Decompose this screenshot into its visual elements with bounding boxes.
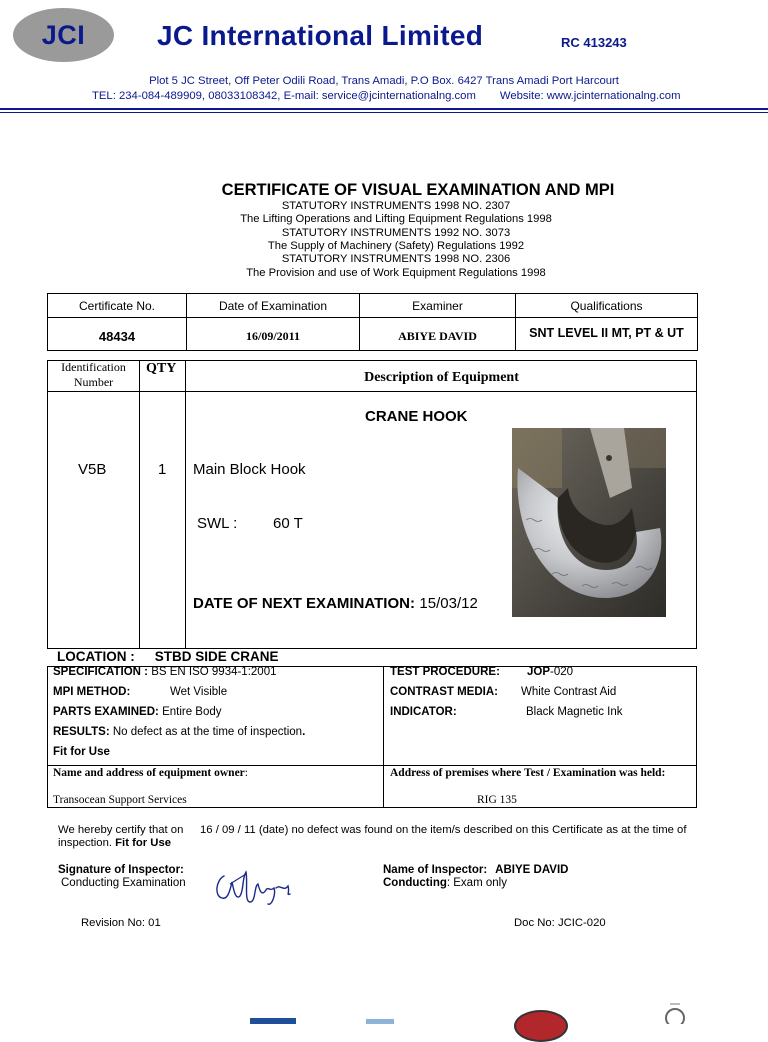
next-examination-date: 15/03/12 <box>419 595 478 612</box>
premises-value: RIG 135 <box>477 794 517 806</box>
identification-number-header: Identification Number <box>61 360 126 389</box>
premises-label: Address of premises where Test / Examination was held: <box>390 767 666 779</box>
examination-date: 16/09/2011 <box>187 318 360 351</box>
next-examination-label: DATE OF NEXT EXAMINATION: <box>193 595 415 612</box>
signature-label: Signature of Inspector: <box>58 864 184 876</box>
certificate-title: CERTIFICATE OF VISUAL EXAMINATION AND MPI <box>221 181 615 199</box>
specification-label: SPECIFICATION : <box>53 666 148 678</box>
certify-inspection: inspection. <box>58 837 113 849</box>
header-certificate-no: Certificate No. <box>48 294 187 318</box>
inspector-name-label: Name of Inspector: <box>383 864 488 876</box>
owner-label: Name and address of equipment owner <box>53 767 245 779</box>
test-procedure-code: JOP <box>527 666 551 678</box>
statute-line: STATUTORY INSTRUMENTS 1998 NO. 2306 <box>281 253 511 265</box>
mpi-method-label: MPI METHOD: <box>53 686 131 698</box>
header-qualifications: Qualifications <box>516 294 698 318</box>
test-procedure-label: TEST PROCEDURE: <box>390 666 500 678</box>
certification-logo <box>366 1019 394 1024</box>
statute-line: STATUTORY INSTRUMENTS 1992 NO. 3073 <box>281 227 511 239</box>
seal-logo <box>514 1010 568 1042</box>
certificate-info-table <box>47 293 698 351</box>
revision-number: Revision No: 01 <box>81 917 161 929</box>
equipment-id: V5B <box>78 461 107 478</box>
examiner-name: ABIYE DAVID <box>360 318 516 351</box>
column-divider <box>185 360 186 649</box>
website-link[interactable]: Website: www.jcinternationalng.com <box>499 90 681 102</box>
emblem-icon <box>662 1000 688 1024</box>
indicator <box>390 706 623 718</box>
company-name: JC International Limited <box>157 20 484 51</box>
owner-colon: : <box>244 767 248 779</box>
fit-for-use: Fit for Use <box>53 746 110 758</box>
swl-label: SWL : <box>197 515 238 532</box>
mpi-method <box>53 686 228 698</box>
conducting-value: : Exam only <box>446 877 507 889</box>
row-divider <box>47 391 697 392</box>
certify-statement: 16 / 09 / 11 (date) no defect was found on the item/s described on this Certificate as at the time of <box>200 824 687 836</box>
test-procedure <box>390 666 574 678</box>
inspector-name <box>383 864 568 876</box>
logo-text: JCI <box>41 19 86 50</box>
conducting <box>383 877 507 889</box>
accreditation-logo <box>250 1018 296 1024</box>
statute-line: The Supply of Machinery (Safety) Regulations 1992 <box>267 240 525 252</box>
equipment-type: CRANE HOOK <box>365 408 468 425</box>
results-value: No defect as at the time of inspection <box>112 726 303 738</box>
indicator-label: INDICATOR: <box>390 706 457 718</box>
certificate-number <box>48 318 187 351</box>
crane-hook-photo <box>512 428 666 617</box>
contrast-media <box>390 686 617 698</box>
owner-value: Transocean Support Services <box>53 794 187 806</box>
statute-line: The Provision and use of Work Equipment Regulations 1998 <box>246 267 546 279</box>
qualifications-value: SNT LEVEL II MT, PT & UT <box>516 318 698 351</box>
specification <box>53 666 277 678</box>
contrast-media-label: CONTRAST MEDIA: <box>390 686 498 698</box>
specification-value: BS EN ISO 9934-1:2001 <box>151 666 277 678</box>
indicator-value: Black Magnetic Ink <box>526 706 623 718</box>
crane-hook-image <box>512 428 666 617</box>
test-procedure-number: -020 <box>550 666 574 678</box>
qty-header: QTY <box>146 361 177 376</box>
row-divider <box>47 765 697 766</box>
equipment-name: Main Block Hook <box>193 461 306 478</box>
rc-number: RC 413243 <box>561 35 627 50</box>
emblem-logo <box>662 1000 688 1024</box>
certify-fit-for-use: Fit for Use <box>115 837 172 849</box>
document-number: Doc No: JCIC-020 <box>514 917 606 929</box>
certify-statement-end <box>58 837 171 849</box>
location <box>57 649 279 664</box>
conducting-label: Conducting <box>383 877 447 889</box>
contact-line: TEL: 234-084-489909, 08033108342, E-mail: service@jcinternationalng.com <box>92 90 476 102</box>
next-examination <box>193 595 478 613</box>
mpi-method-value: Wet Visible <box>170 686 228 698</box>
inspector-name-value: ABIYE DAVID <box>495 864 569 876</box>
location-label: LOCATION : <box>57 649 135 664</box>
inspector-signature <box>210 862 300 908</box>
certificate-number-value: 48434 <box>98 329 136 344</box>
signature-image <box>210 862 300 908</box>
equipment-qty: 1 <box>158 461 167 478</box>
results-label: RESULTS: <box>53 726 110 738</box>
header-examiner: Examiner <box>360 294 516 318</box>
contrast-media-value: White Contrast Aid <box>521 686 617 698</box>
parts-examined-value: Entire Body <box>162 706 222 718</box>
location-value: STBD SIDE CRANE <box>154 649 279 664</box>
company-address: Plot 5 JC Street, Off Peter Odili Road, Trans Amadi, P.O Box. 6427 Trans Amadi Port Harcourt <box>149 75 619 87</box>
signature-sub: Conducting Examination <box>61 877 186 889</box>
results <box>53 726 305 738</box>
results-period: . <box>302 726 306 738</box>
statute-line: STATUTORY INSTRUMENTS 1998 NO. 2307 <box>281 200 511 212</box>
column-divider <box>383 666 384 808</box>
header-rule <box>0 108 768 110</box>
parts-examined <box>53 706 222 718</box>
description-header: Description of Equipment <box>364 370 519 385</box>
header-rule-thin <box>0 112 768 113</box>
header-date-of-examination: Date of Examination <box>187 294 360 318</box>
company-contact <box>92 90 681 102</box>
swl-value: 60 T <box>273 515 303 532</box>
column-divider <box>139 360 140 649</box>
test-procedure-value <box>527 666 573 678</box>
company-logo <box>13 8 114 62</box>
parts-examined-label: PARTS EXAMINED: <box>53 706 159 718</box>
statute-line: The Lifting Operations and Lifting Equipment Regulations 1998 <box>240 213 552 225</box>
owner-heading <box>53 767 248 779</box>
certify-statement-start: We hereby certify that on <box>58 824 184 836</box>
